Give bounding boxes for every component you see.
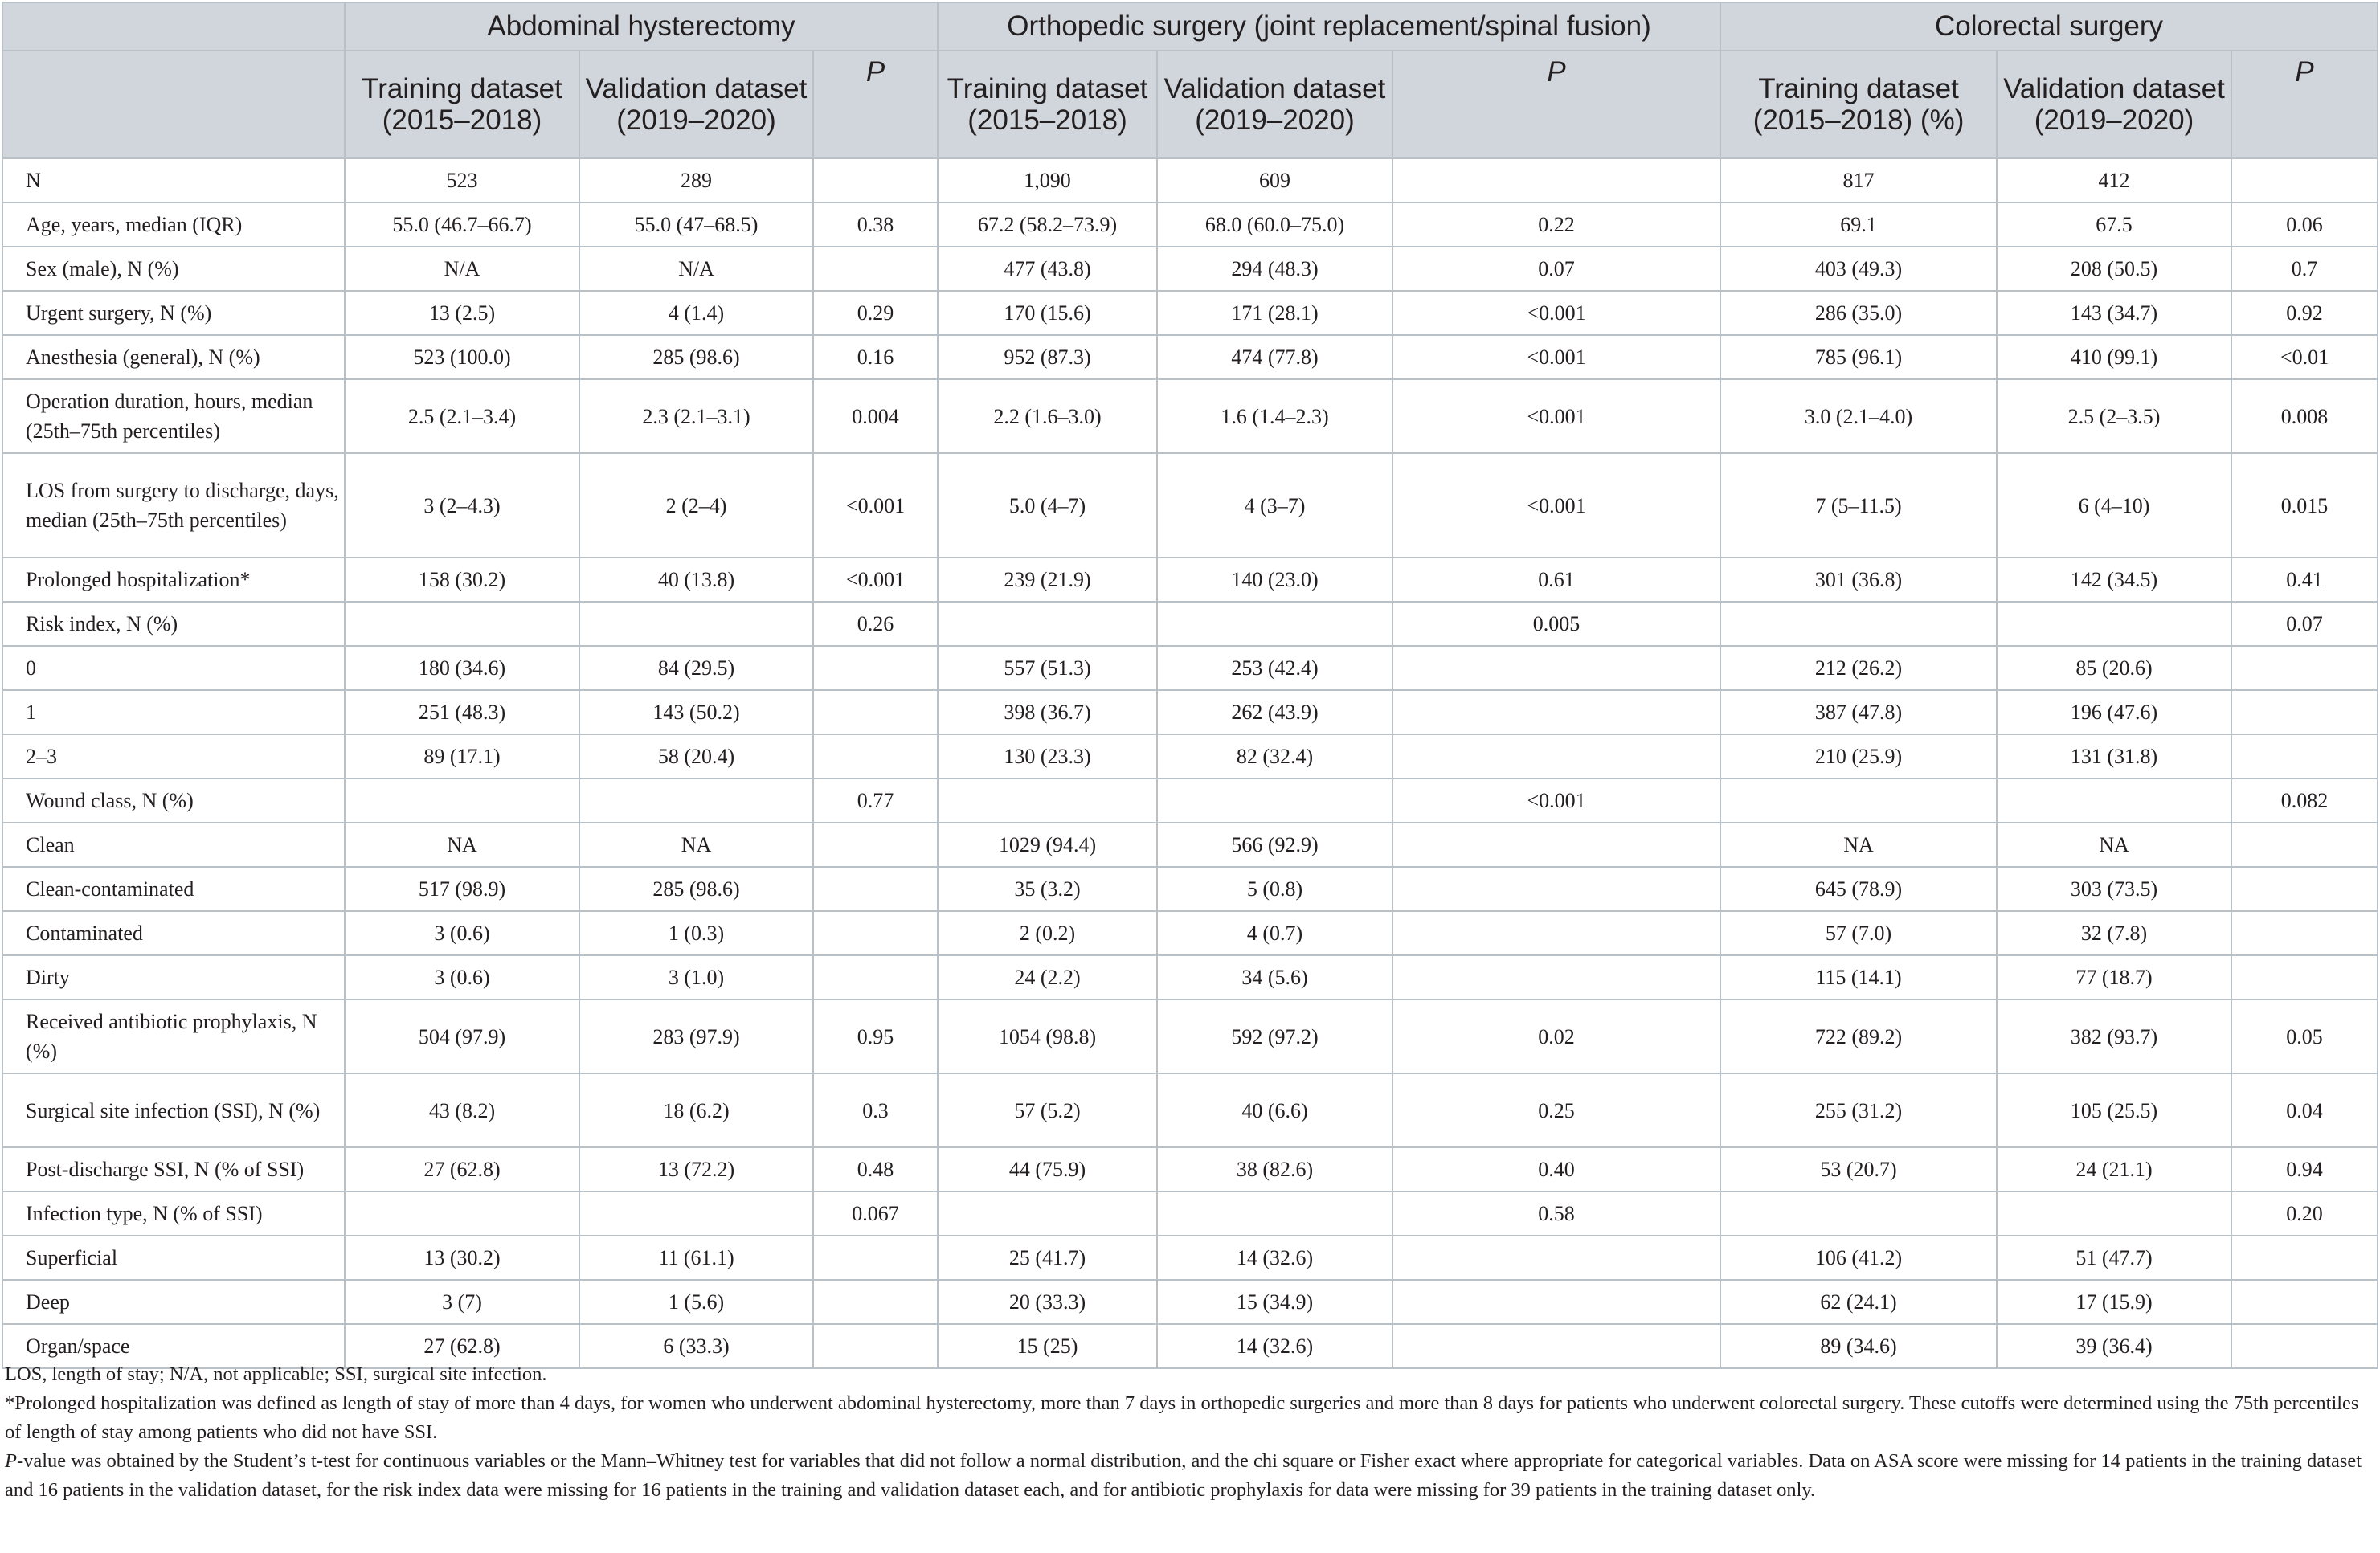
table-cell: 0.7	[2231, 247, 2378, 291]
table-cell	[813, 867, 938, 911]
table-cell: 55.0 (47–68.5)	[579, 202, 813, 247]
table-cell: 58 (20.4)	[579, 734, 813, 779]
table-cell: 27 (62.8)	[345, 1324, 579, 1368]
table-cell	[579, 779, 813, 823]
row-label: Wound class, N (%)	[2, 779, 345, 823]
prolonged-hospitalization-note: *Prolonged hospitalization was defined as length of stay of more than 4 days, for women who underwent abdominal hysterectomy, more than 7 days in orthopedic surgeries and more than 8 days for patients who underwent colorectal surgery. These cutoffs were determined using the 75th percentiles of length of stay among patients who did not have SSI.	[5, 1392, 2359, 1443]
table-cell: <0.001	[1392, 379, 1720, 453]
row-label: Clean	[2, 823, 345, 867]
table-cell: 0.015	[2231, 453, 2378, 558]
table-cell: 13 (30.2)	[345, 1236, 579, 1280]
group-header: Abdominal hysterectomy	[345, 2, 938, 51]
group-header: Orthopedic surgery (joint replacement/spinal fusion)	[938, 2, 1720, 51]
table-row	[2, 646, 2378, 690]
table-cell	[1392, 1236, 1720, 1280]
table-cell: 722 (89.2)	[1720, 999, 1997, 1073]
table-cell: 477 (43.8)	[938, 247, 1157, 291]
table-cell: 0.58	[1392, 1191, 1720, 1236]
table-cell	[813, 1236, 938, 1280]
table-cell: 0.77	[813, 779, 938, 823]
table-cell	[813, 955, 938, 999]
table-cell	[938, 1191, 1157, 1236]
table-cell: 15 (25)	[938, 1324, 1157, 1368]
table-cell: 17 (15.9)	[1997, 1280, 2231, 1324]
table-row	[2, 1280, 2378, 1324]
row-label: Received antibiotic prophylaxis, N (%)	[2, 999, 345, 1073]
table-cell	[345, 1191, 579, 1236]
table-cell: 43 (8.2)	[345, 1073, 579, 1147]
table-cell: 301 (36.8)	[1720, 558, 1997, 602]
table-cell: 1,090	[938, 158, 1157, 202]
table-cell: <0.001	[1392, 453, 1720, 558]
table-cell	[813, 247, 938, 291]
column-header: P	[813, 51, 938, 158]
table-cell	[1720, 779, 1997, 823]
table-cell: 0.082	[2231, 779, 2378, 823]
row-label: Prolonged hospitalization*	[2, 558, 345, 602]
footnotes	[5, 1360, 2370, 1505]
table-cell	[1997, 1191, 2231, 1236]
table-cell: 0.067	[813, 1191, 938, 1236]
table-cell	[1392, 646, 1720, 690]
table-cell: 0.61	[1392, 558, 1720, 602]
table-cell: 262 (43.9)	[1157, 690, 1392, 734]
table-row	[2, 247, 2378, 291]
table-cell: 303 (73.5)	[1997, 867, 2231, 911]
table-cell: 523	[345, 158, 579, 202]
table-cell: 2 (0.2)	[938, 911, 1157, 955]
table-cell: 0.22	[1392, 202, 1720, 247]
table-cell	[1392, 734, 1720, 779]
table-cell: 158 (30.2)	[345, 558, 579, 602]
table-row	[2, 690, 2378, 734]
table-cell: 5.0 (4–7)	[938, 453, 1157, 558]
row-label: 0	[2, 646, 345, 690]
table-cell: <0.001	[813, 558, 938, 602]
table-cell	[1392, 690, 1720, 734]
table-cell: 67.2 (58.2–73.9)	[938, 202, 1157, 247]
table-cell: 817	[1720, 158, 1997, 202]
table-cell: 285 (98.6)	[579, 335, 813, 379]
table-cell: 44 (75.9)	[938, 1147, 1157, 1191]
row-label: Surgical site infection (SSI), N (%)	[2, 1073, 345, 1147]
table-cell: 14 (32.6)	[1157, 1324, 1392, 1368]
table-cell: 13 (2.5)	[345, 291, 579, 335]
column-header: Training dataset (2015–2018)	[345, 51, 579, 158]
table-cell	[2231, 1280, 2378, 1324]
table-cell: 3 (1.0)	[579, 955, 813, 999]
table-cell: 387 (47.8)	[1720, 690, 1997, 734]
table-cell: 2.3 (2.1–3.1)	[579, 379, 813, 453]
table-cell	[813, 158, 938, 202]
table-row	[2, 999, 2378, 1073]
table-cell: 504 (97.9)	[345, 999, 579, 1073]
table-cell: <0.001	[813, 453, 938, 558]
table-cell: 474 (77.8)	[1157, 335, 1392, 379]
table-cell: 2.5 (2.1–3.4)	[345, 379, 579, 453]
table-cell: 4 (0.7)	[1157, 911, 1392, 955]
table-cell: 952 (87.3)	[938, 335, 1157, 379]
table-cell: 239 (21.9)	[938, 558, 1157, 602]
table-row	[2, 1147, 2378, 1191]
table-cell: 40 (6.6)	[1157, 1073, 1392, 1147]
table-cell: 20 (33.3)	[938, 1280, 1157, 1324]
table-cell: 0.92	[2231, 291, 2378, 335]
row-label: Anesthesia (general), N (%)	[2, 335, 345, 379]
table-cell	[579, 602, 813, 646]
table-row	[2, 558, 2378, 602]
table-cell: 0.95	[813, 999, 938, 1073]
table-cell: 212 (26.2)	[1720, 646, 1997, 690]
table-cell: <0.001	[1392, 291, 1720, 335]
table-cell: 39 (36.4)	[1997, 1324, 2231, 1368]
table-body	[2, 158, 2378, 1368]
table-cell: 0.07	[2231, 602, 2378, 646]
row-label: Risk index, N (%)	[2, 602, 345, 646]
table-cell: 0.05	[2231, 999, 2378, 1073]
table-cell: 609	[1157, 158, 1392, 202]
table-cell	[2231, 646, 2378, 690]
group-header-row	[2, 2, 2378, 51]
table-cell: 0.04	[2231, 1073, 2378, 1147]
table-row	[2, 1073, 2378, 1147]
pvalue-note-lead: P	[5, 1450, 17, 1472]
table-cell: 38 (82.6)	[1157, 1147, 1392, 1191]
table-cell: <0.001	[1392, 779, 1720, 823]
table-cell	[813, 823, 938, 867]
column-header: Training dataset (2015–2018) (%)	[1720, 51, 1997, 158]
table-cell: 785 (96.1)	[1720, 335, 1997, 379]
column-header: P	[1392, 51, 1720, 158]
table-cell: 170 (15.6)	[938, 291, 1157, 335]
table-cell: 3 (0.6)	[345, 955, 579, 999]
table-cell	[1997, 779, 2231, 823]
table-cell: 283 (97.9)	[579, 999, 813, 1073]
row-label: LOS from surgery to discharge, days, median (25th–75th percentiles)	[2, 453, 345, 558]
table-cell: NA	[1997, 823, 2231, 867]
table-cell	[813, 646, 938, 690]
table-cell: 0.29	[813, 291, 938, 335]
column-header: P	[2231, 51, 2378, 158]
table-cell	[813, 911, 938, 955]
table-cell: NA	[1720, 823, 1997, 867]
table-cell: 40 (13.8)	[579, 558, 813, 602]
table-cell: 5 (0.8)	[1157, 867, 1392, 911]
table-cell: 196 (47.6)	[1997, 690, 2231, 734]
table-cell: 208 (50.5)	[1997, 247, 2231, 291]
table-cell: 6 (4–10)	[1997, 453, 2231, 558]
table-cell: 289	[579, 158, 813, 202]
table-cell: 0.25	[1392, 1073, 1720, 1147]
row-label: N	[2, 158, 345, 202]
row-label: 1	[2, 690, 345, 734]
table-cell: 566 (92.9)	[1157, 823, 1392, 867]
table-cell: <0.001	[1392, 335, 1720, 379]
table-cell	[938, 779, 1157, 823]
table-cell: 142 (34.5)	[1997, 558, 2231, 602]
table-cell	[2231, 955, 2378, 999]
row-label: Superficial	[2, 1236, 345, 1280]
table-cell: 24 (2.2)	[938, 955, 1157, 999]
table-cell: 0.02	[1392, 999, 1720, 1073]
table-cell	[1392, 823, 1720, 867]
table-cell	[938, 602, 1157, 646]
table-cell: 0.20	[2231, 1191, 2378, 1236]
table-cell	[1720, 1191, 1997, 1236]
table-cell: 2.5 (2–3.5)	[1997, 379, 2231, 453]
table-cell: 143 (50.2)	[579, 690, 813, 734]
table-cell: 115 (14.1)	[1720, 955, 1997, 999]
table-cell: 0.07	[1392, 247, 1720, 291]
table-row	[2, 602, 2378, 646]
table-cell: 1.6 (1.4–2.3)	[1157, 379, 1392, 453]
table-cell	[2231, 867, 2378, 911]
table-header	[2, 2, 2378, 158]
table-cell: 7 (5–11.5)	[1720, 453, 1997, 558]
table-cell: 0.94	[2231, 1147, 2378, 1191]
table-row	[2, 158, 2378, 202]
table-cell: 403 (49.3)	[1720, 247, 1997, 291]
table-cell: 285 (98.6)	[579, 867, 813, 911]
table-cell: 82 (32.4)	[1157, 734, 1392, 779]
table-cell: 0.004	[813, 379, 938, 453]
table-cell: 6 (33.3)	[579, 1324, 813, 1368]
table-cell: 2 (2–4)	[579, 453, 813, 558]
table-cell	[1720, 602, 1997, 646]
row-label: Age, years, median (IQR)	[2, 202, 345, 247]
abbreviations-note: LOS, length of stay; N/A, not applicable; SSI, surgical site infection.	[5, 1363, 547, 1385]
table-cell: 69.1	[1720, 202, 1997, 247]
table-cell: 0.06	[2231, 202, 2378, 247]
table-row	[2, 202, 2378, 247]
table-cell: 55.0 (46.7–66.7)	[345, 202, 579, 247]
table-cell: 35 (3.2)	[938, 867, 1157, 911]
row-label: Post-discharge SSI, N (% of SSI)	[2, 1147, 345, 1191]
row-label: 2–3	[2, 734, 345, 779]
column-header: Validation dataset (2019–2020)	[1997, 51, 2231, 158]
table-cell: 251 (48.3)	[345, 690, 579, 734]
table-cell	[1392, 911, 1720, 955]
table-cell	[345, 779, 579, 823]
table-cell	[1392, 158, 1720, 202]
table-cell	[2231, 734, 2378, 779]
table-cell: 57 (5.2)	[938, 1073, 1157, 1147]
table-cell: 253 (42.4)	[1157, 646, 1392, 690]
table-cell: 286 (35.0)	[1720, 291, 1997, 335]
table-cell: 3 (2–4.3)	[345, 453, 579, 558]
row-label: Infection type, N (% of SSI)	[2, 1191, 345, 1236]
row-label: Urgent surgery, N (%)	[2, 291, 345, 335]
table-cell	[2231, 1236, 2378, 1280]
table-row	[2, 779, 2378, 823]
table-row	[2, 1191, 2378, 1236]
table-cell: 89 (34.6)	[1720, 1324, 1997, 1368]
pvalue-note	[5, 1447, 2370, 1505]
group-header: Colorectal surgery	[1720, 2, 2378, 51]
table-cell: 15 (34.9)	[1157, 1280, 1392, 1324]
table-row	[2, 379, 2378, 453]
table-cell: 0.48	[813, 1147, 938, 1191]
column-header: Validation dataset (2019–2020)	[579, 51, 813, 158]
table-cell: 3.0 (2.1–4.0)	[1720, 379, 1997, 453]
table-cell: 645 (78.9)	[1720, 867, 1997, 911]
table-cell: 32 (7.8)	[1997, 911, 2231, 955]
table-cell: 18 (6.2)	[579, 1073, 813, 1147]
table-cell	[2231, 911, 2378, 955]
table-cell: 0.005	[1392, 602, 1720, 646]
table-cell	[813, 1280, 938, 1324]
table-cell: 130 (23.3)	[938, 734, 1157, 779]
table-cell: 4 (3–7)	[1157, 453, 1392, 558]
table-cell: 3 (7)	[345, 1280, 579, 1324]
row-label: Deep	[2, 1280, 345, 1324]
sub-header-row	[2, 51, 2378, 158]
table-row	[2, 823, 2378, 867]
table-cell: <0.01	[2231, 335, 2378, 379]
data-table	[2, 2, 2378, 1369]
table-cell: 2.2 (1.6–3.0)	[938, 379, 1157, 453]
table-cell: 382 (93.7)	[1997, 999, 2231, 1073]
table-cell: 140 (23.0)	[1157, 558, 1392, 602]
table-cell: 11 (61.1)	[579, 1236, 813, 1280]
table-cell: 106 (41.2)	[1720, 1236, 1997, 1280]
table-row	[2, 734, 2378, 779]
table-cell: 84 (29.5)	[579, 646, 813, 690]
table-cell	[345, 602, 579, 646]
table-cell: 68.0 (60.0–75.0)	[1157, 202, 1392, 247]
table-row	[2, 453, 2378, 558]
row-label: Organ/space	[2, 1324, 345, 1368]
table-cell: 85 (20.6)	[1997, 646, 2231, 690]
table-cell	[1997, 602, 2231, 646]
table-cell: 0.26	[813, 602, 938, 646]
table-cell	[813, 690, 938, 734]
table-cell: 180 (34.6)	[345, 646, 579, 690]
table-cell: 410 (99.1)	[1997, 335, 2231, 379]
table-cell: 27 (62.8)	[345, 1147, 579, 1191]
table-cell: NA	[345, 823, 579, 867]
table-cell: 412	[1997, 158, 2231, 202]
table-cell: 3 (0.6)	[345, 911, 579, 955]
table-cell: 517 (98.9)	[345, 867, 579, 911]
table-row	[2, 335, 2378, 379]
table-cell	[2231, 823, 2378, 867]
table-cell: 89 (17.1)	[345, 734, 579, 779]
table-cell	[1392, 1280, 1720, 1324]
table-cell: 0.16	[813, 335, 938, 379]
column-header: Training dataset (2015–2018)	[938, 51, 1157, 158]
table-cell: 62 (24.1)	[1720, 1280, 1997, 1324]
table-cell: 0.41	[2231, 558, 2378, 602]
table-row	[2, 291, 2378, 335]
table-cell	[2231, 158, 2378, 202]
table-cell: 13 (72.2)	[579, 1147, 813, 1191]
table-cell: 24 (21.1)	[1997, 1147, 2231, 1191]
table-cell: 77 (18.7)	[1997, 955, 2231, 999]
table-cell: 557 (51.3)	[938, 646, 1157, 690]
corner-cell	[2, 51, 345, 158]
table-cell: 592 (97.2)	[1157, 999, 1392, 1073]
table-cell: 67.5	[1997, 202, 2231, 247]
table-cell: 4 (1.4)	[579, 291, 813, 335]
table-cell: 34 (5.6)	[1157, 955, 1392, 999]
table-cell	[813, 734, 938, 779]
table-cell: 523 (100.0)	[345, 335, 579, 379]
corner-cell	[2, 2, 345, 51]
table-cell: 51 (47.7)	[1997, 1236, 2231, 1280]
table-cell: 255 (31.2)	[1720, 1073, 1997, 1147]
row-label: Sex (male), N (%)	[2, 247, 345, 291]
table-row	[2, 867, 2378, 911]
table-cell: 1 (5.6)	[579, 1280, 813, 1324]
table-cell: 57 (7.0)	[1720, 911, 1997, 955]
table-cell: 14 (32.6)	[1157, 1236, 1392, 1280]
table-cell: 1029 (94.4)	[938, 823, 1157, 867]
row-label: Clean-contaminated	[2, 867, 345, 911]
pvalue-note-text: -value was obtained by the Student’s t-test for continuous variables or the Mann–Whitney test for variables that did not follow a normal distribution, and the chi square or Fisher exact where appropriate for categorical variables. Data on ASA score were missing for 14 patients in the training dataset and 16 patients in the validation dataset, for the risk index data were missing for 16 patients in the training and validation dataset each, and for antibiotic prophylaxis for data were missing for 39 patients in the training dataset only.	[5, 1450, 2362, 1501]
table-cell: 294 (48.3)	[1157, 247, 1392, 291]
table-row	[2, 1236, 2378, 1280]
table-cell: 105 (25.5)	[1997, 1073, 2231, 1147]
table-cell: 0.38	[813, 202, 938, 247]
table-cell: N/A	[579, 247, 813, 291]
table-row	[2, 911, 2378, 955]
table-cell	[1157, 779, 1392, 823]
table-cell: 210 (25.9)	[1720, 734, 1997, 779]
table-cell	[579, 1191, 813, 1236]
table-cell: 143 (34.7)	[1997, 291, 2231, 335]
table-cell: 53 (20.7)	[1720, 1147, 1997, 1191]
table-row	[2, 955, 2378, 999]
table-cell: 25 (41.7)	[938, 1236, 1157, 1280]
table-cell: 1 (0.3)	[579, 911, 813, 955]
table-cell: 1054 (98.8)	[938, 999, 1157, 1073]
table-cell	[1157, 1191, 1392, 1236]
table-cell: 0.3	[813, 1073, 938, 1147]
table-cell: 171 (28.1)	[1157, 291, 1392, 335]
column-header: Validation dataset (2019–2020)	[1157, 51, 1392, 158]
row-label: Contaminated	[2, 911, 345, 955]
row-label: Operation duration, hours, median (25th–75th percentiles)	[2, 379, 345, 453]
row-label: Dirty	[2, 955, 345, 999]
table-cell	[1157, 602, 1392, 646]
table-cell: NA	[579, 823, 813, 867]
table-cell	[2231, 690, 2378, 734]
table-cell	[1392, 867, 1720, 911]
table-cell: 398 (36.7)	[938, 690, 1157, 734]
table-cell: 0.008	[2231, 379, 2378, 453]
table-cell: N/A	[345, 247, 579, 291]
table-cell	[1392, 955, 1720, 999]
table-cell: 131 (31.8)	[1997, 734, 2231, 779]
table-cell: 0.40	[1392, 1147, 1720, 1191]
